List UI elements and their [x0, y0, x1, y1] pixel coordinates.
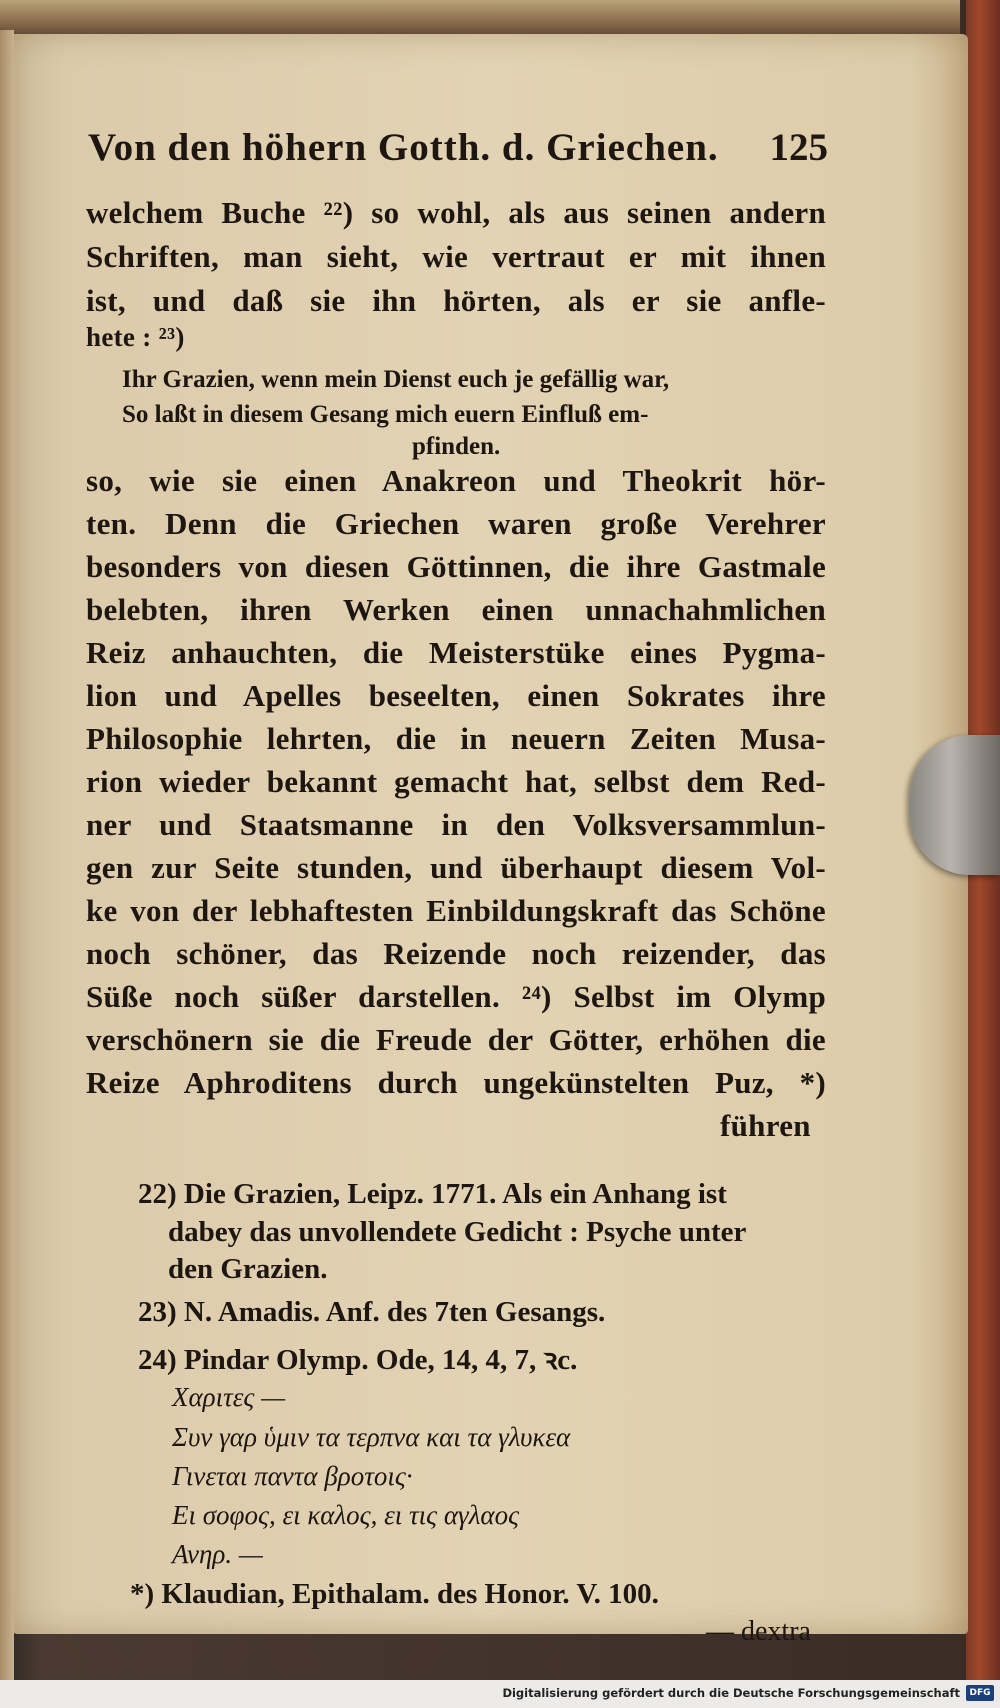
catchword: führen — [720, 1108, 811, 1143]
greek-quote-line: Γινεται παντα βροτοις· — [172, 1461, 413, 1491]
footer-bar — [0, 1680, 1000, 1708]
star-footnote: *) Klaudian, Epithalam. des Honor. V. 100. — [130, 1578, 659, 1610]
footnote-line: dabey das unvollendete Gedicht : Psyche unter — [168, 1216, 747, 1248]
left-leaf-edge — [0, 30, 14, 1680]
footnote-line: 23) N. Amadis. Anf. des 7ten Gesangs. — [138, 1296, 606, 1328]
footnote-line: 22) Die Grazien, Leipz. 1771. Als ein Anhang ist — [138, 1178, 727, 1210]
page-top-edge — [0, 0, 960, 38]
body-line: Reize Aphroditens durch ungekünstelten Puz, *) — [86, 1065, 826, 1100]
body-line: Schriften, man sieht, wie vertraut er mit ihnen — [86, 239, 826, 274]
page-number: 125 — [769, 126, 828, 169]
body-line: hete : ²³) — [86, 322, 185, 352]
bookmark-clip — [910, 735, 1000, 875]
body-line: belebten, ihren Werken einen unnachahmlichen — [86, 592, 826, 627]
body-line: gen zur Seite stunden, und überhaupt diesem Vol- — [86, 850, 826, 885]
running-head — [88, 125, 828, 185]
body-line: Reiz anhauchten, die Meisterstüke eines Pygma- — [86, 635, 826, 670]
greek-quote-line: Χαριτες — — [172, 1382, 286, 1412]
body-line: Philosophie lehrten, die in neuern Zeiten Musa- — [86, 721, 826, 756]
body-line: Süße noch süßer darstellen. ²⁴) Selbst im Olymp — [86, 979, 826, 1014]
verse-line: Ihr Grazien, wenn mein Dienst euch je gefällig war, — [122, 366, 670, 393]
greek-quote-line: Ει σοφος, ει καλος, ει τις αγλαος — [172, 1500, 520, 1530]
body-line: ner und Staatsmanne in den Volksversammlun- — [86, 807, 826, 842]
body-line: ke von der lebhaftesten Einbildungskraft das Schöne — [86, 893, 826, 928]
footnote-line: den Grazien. — [168, 1253, 328, 1285]
page-title: Von den höhern Gotth. d. Griechen. — [88, 126, 719, 169]
next-page-catchword: — dextra — [706, 1616, 811, 1647]
body-line: ten. Denn die Griechen waren große Verehrer — [86, 506, 826, 541]
greek-quote-line: Ανηρ. — — [172, 1539, 263, 1569]
digitization-credit: Digitalisierung gefördert durch die Deutsche Forschungsgemeinschaft — [502, 1686, 960, 1700]
body-line: welchem Buche ²²) so wohl, als aus seinen andern — [86, 195, 826, 230]
footnote-line: 24) Pindar Olymp. Ode, 14, 4, 7, ꝛc. — [138, 1344, 578, 1376]
body-line: noch schöner, das Reizende noch reizender, das — [86, 936, 826, 971]
body-line: so, wie sie einen Anakreon und Theokrit hör- — [86, 463, 826, 498]
body-line: ist, und daß sie ihn hörten, als er sie anfle- — [86, 283, 826, 318]
body-line: lion und Apelles beseelten, einen Sokrates ihre — [86, 678, 826, 713]
body-line: verschönern sie die Freude der Götter, erhöhen die — [86, 1022, 826, 1057]
dfg-logo: DFG — [966, 1685, 994, 1701]
body-line: rion wieder bekannt gemacht hat, selbst dem Red- — [86, 764, 826, 799]
verse-line: pfinden. — [412, 433, 501, 460]
greek-quote-line: Συν γαρ ὑμιν τα τερπνα και τα γλυκεα — [172, 1422, 571, 1452]
verse-line: So laßt in diesem Gesang mich euern Einfluß em- — [122, 401, 649, 428]
body-line: besonders von diesen Göttinnen, die ihre Gastmale — [86, 549, 826, 584]
